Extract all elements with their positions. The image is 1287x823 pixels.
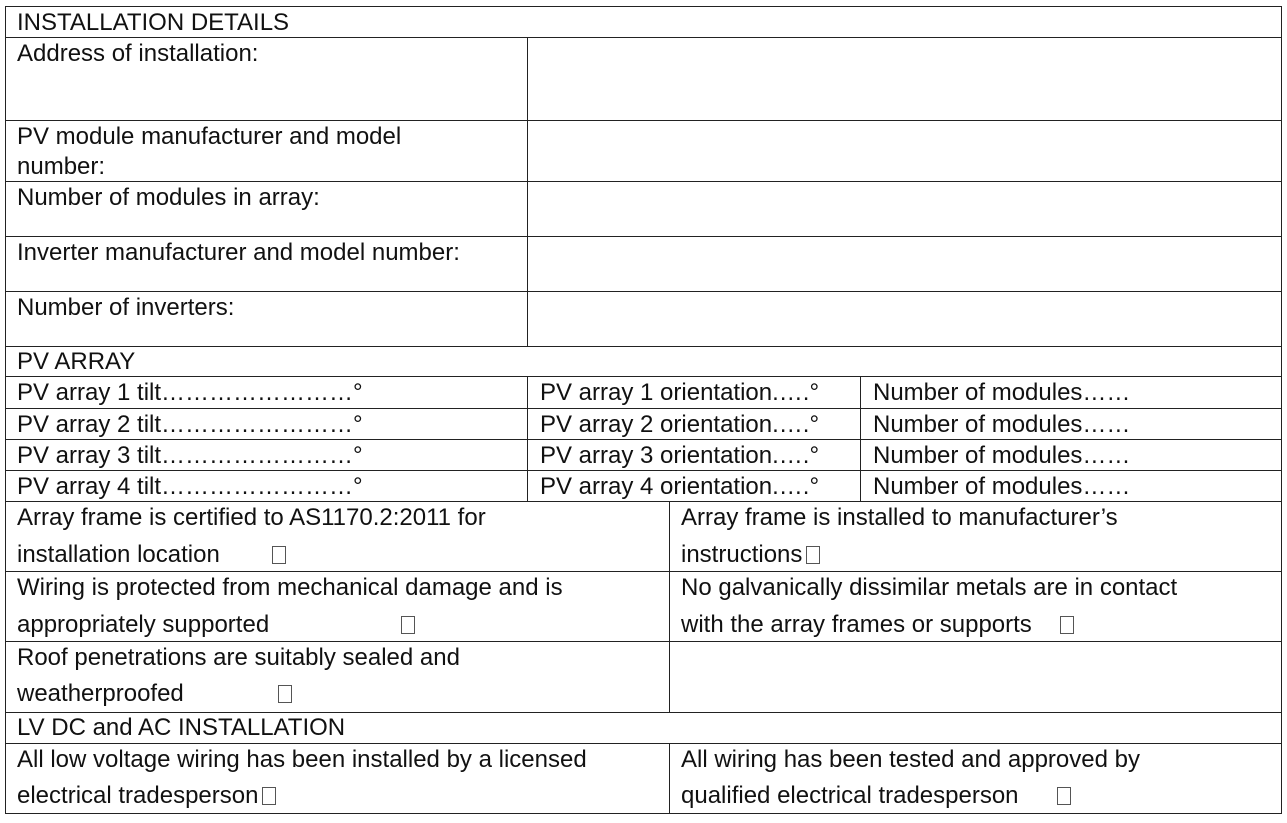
frame-installed-checkbox[interactable] [806,546,820,564]
module-model-label-line2: number: [17,153,106,180]
inverters-count-label: Number of inverters: [17,294,235,321]
modules-count-input[interactable] [528,182,1281,236]
pv-array-2-tilt[interactable]: PV array 2 tilt……………………° [17,411,363,438]
address-label: Address of installation: [17,40,259,67]
column-divider [860,376,861,501]
row-divider [5,571,1282,572]
section-heading-pv-array: PV ARRAY [17,348,136,375]
table-border-left [5,6,6,814]
roof-penetrations-checkbox[interactable] [278,685,292,703]
wiring-tested-label-line1: All wiring has been tested and approved by [681,746,1140,773]
roof-penetrations-label-line2: weatherproofed [17,679,292,709]
frame-certified-label-line2: installation location [17,540,286,570]
pv-array-1-orientation[interactable]: PV array 1 orientation.….° [540,379,820,406]
pv-array-4-tilt[interactable]: PV array 4 tilt……………………° [17,473,363,500]
pv-array-1-tilt[interactable]: PV array 1 tilt……………………° [17,379,363,406]
column-divider [527,376,528,501]
wiring-tested-checkbox[interactable] [1057,787,1071,805]
frame-certified-label-line1: Array frame is certified to AS1170.2:2011 for [17,504,486,531]
row-divider [5,376,1282,377]
section-heading-installation: INSTALLATION DETAILS [17,9,290,36]
row-divider [5,743,1282,744]
no-dissimilar-metals-checkbox[interactable] [1060,616,1074,634]
modules-count-label: Number of modules in array: [17,184,320,211]
frame-installed-label-line2: instructions [681,540,820,570]
pv-array-4-orientation[interactable]: PV array 4 orientation.….° [540,473,820,500]
table-border-top [5,6,1282,7]
section-heading-lv-installation: LV DC and AC INSTALLATION [17,714,346,741]
address-input[interactable] [528,38,1281,120]
no-dissimilar-metals-label-line1: No galvanically dissimilar metals are in contact [681,574,1178,601]
wiring-protected-label-line1: Wiring is protected from mechanical damage and is [17,574,563,601]
licensed-wiring-label-line2: electrical tradesperson [17,781,276,811]
row-divider [5,408,1282,409]
licensed-wiring-label-line1: All low voltage wiring has been installed by a licensed [17,746,587,773]
installation-form [5,6,1282,814]
pv-array-2-modules[interactable]: Number of modules…… [873,411,1131,438]
wiring-protected-label-line2: appropriately supported [17,610,415,640]
no-dissimilar-metals-label-line2: with the array frames or supports [681,610,1074,640]
column-divider [669,743,670,813]
roof-penetrations-label-line1: Roof penetrations are suitably sealed and [17,644,460,671]
module-model-label-line1: PV module manufacturer and model [17,123,402,150]
row-divider [5,346,1282,347]
pv-array-3-tilt[interactable]: PV array 3 tilt……………………° [17,442,363,469]
wiring-tested-label-line2: qualified electrical tradesperson [681,781,1071,811]
pv-array-2-orientation[interactable]: PV array 2 orientation.….° [540,411,820,438]
inverter-model-label: Inverter manufacturer and model number: [17,239,460,266]
table-border-right [1281,6,1282,814]
wiring-protected-checkbox[interactable] [401,616,415,634]
pv-array-3-modules[interactable]: Number of modules…… [873,442,1131,469]
inverters-count-input[interactable] [528,292,1281,346]
row-divider [5,641,1282,642]
pv-array-1-modules[interactable]: Number of modules…… [873,379,1131,406]
pv-array-3-orientation[interactable]: PV array 3 orientation.….° [540,442,820,469]
module-model-input[interactable] [528,121,1281,181]
inverter-model-input[interactable] [528,237,1281,291]
frame-installed-label-line1: Array frame is installed to manufacturer’s [681,504,1118,531]
column-divider [669,501,670,712]
licensed-wiring-checkbox[interactable] [262,787,276,805]
frame-certified-checkbox[interactable] [272,546,286,564]
table-border-bottom [5,813,1282,814]
pv-array-4-modules[interactable]: Number of modules…… [873,473,1131,500]
